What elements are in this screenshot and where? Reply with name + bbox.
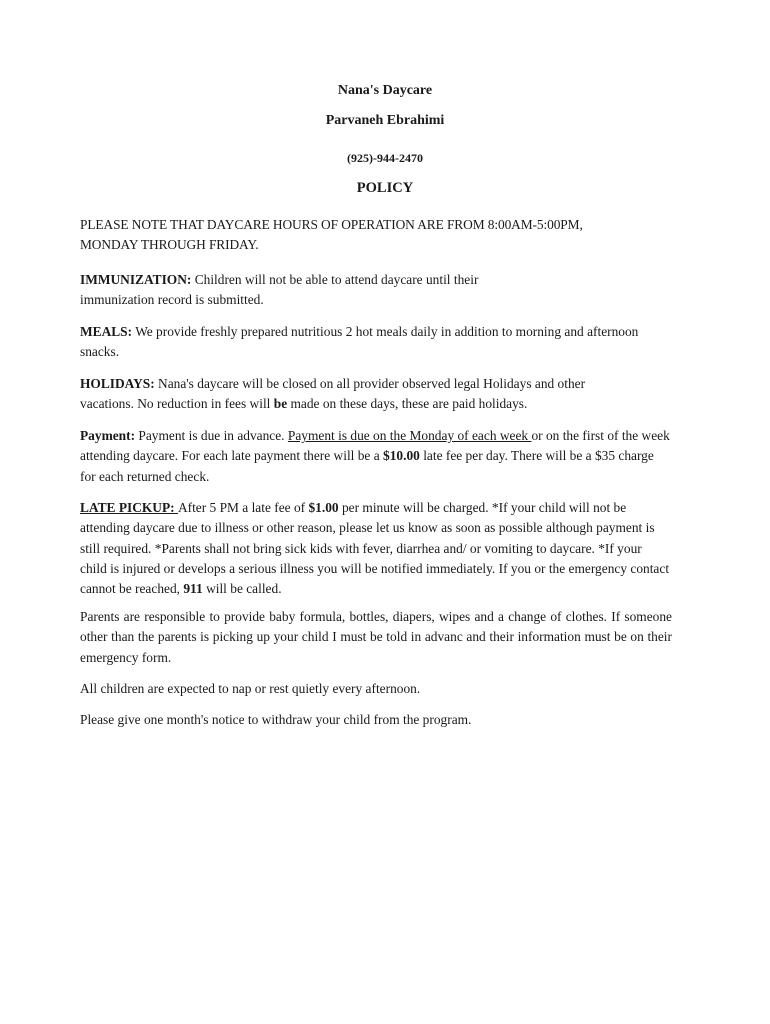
business-name: Nana's Daycare (337, 83, 433, 98)
hours-notice: PLEASE NOTE THAT DAYCARE HOURS OF OPERATION ARE FROM 8:00AM-5:00PM, MONDAY THROUGH FRIDAY. (80, 217, 583, 253)
late-pickup-fee: $1.00 (308, 500, 339, 515)
payment-text-a: Payment is due in advance. (135, 428, 288, 443)
immunization-paragraph (80, 270, 550, 311)
payment-paragraph (80, 426, 670, 487)
holidays-label: HOLIDAYS: (80, 376, 155, 391)
withdrawal-notice-paragraph: Please give one month's notice to withdraw your child from the program. (80, 712, 472, 727)
immunization-text: Children will not be able to attend daycare until their immunization record is submitted. (80, 272, 479, 308)
parents-responsibility-paragraph: Parents are responsible to provide baby formula, bottles, diapers, wipes and a change of clothes. If someone other than the parents is picking up your child I must be told in advanc and their information must be on their emergency form. (80, 609, 672, 665)
holidays-text-a: Nana's daycare will be closed on all provider observed legal Holidays and other vacations. No reduction in fees will (80, 376, 586, 412)
payment-late-fee: $10.00 (383, 448, 420, 464)
immunization-label: IMMUNIZATION: (80, 272, 192, 287)
late-pickup-label: LATE PICKUP: (80, 500, 178, 515)
nap-policy-paragraph: All children are expected to nap or rest quietly every afternoon. (80, 681, 421, 696)
late-pickup-text-c: will be called. (202, 581, 282, 597)
meals-paragraph (80, 322, 640, 363)
phone-number: (925)-944-2470 (347, 151, 423, 165)
late-pickup-text-a: After 5 PM a late fee of (177, 500, 309, 515)
holidays-paragraph (80, 374, 640, 415)
payment-due-underlined: Payment is due on the Monday of each week (287, 428, 532, 443)
late-pickup-text-b: per minute will be charged. *If your child will not be attending daycare due to illness or other reason, please let us know as soon as possible although payment is still required. *Parents shall not bring sick kids with fever, diarrhea and/ or vomiting to daycare. *If your child is injured or develops a serious illness you will be notified immediately. If you or the emergency contact cannot be reached, (80, 500, 670, 597)
policy-heading: POLICY (356, 180, 414, 196)
emergency-number: 911 (183, 581, 203, 597)
late-pickup-paragraph (80, 498, 670, 599)
provider-name: Parvaneh Ebrahimi (325, 113, 445, 128)
meals-text: We provide freshly prepared nutritious 2 hot meals daily in addition to morning and afternoon snacks. (80, 324, 639, 360)
holidays-text-bold: be (273, 396, 288, 412)
meals-label: MEALS: (80, 324, 133, 339)
payment-label: Payment: (80, 428, 136, 443)
holidays-text-b: made on these days, these are paid holidays. (287, 396, 528, 412)
payment-text-c: late fee per day. There will be a $35 charge for each returned check. (80, 448, 654, 484)
payment-text-b: or on the first of the week attending daycare. For each late payment there will be a (80, 428, 670, 464)
